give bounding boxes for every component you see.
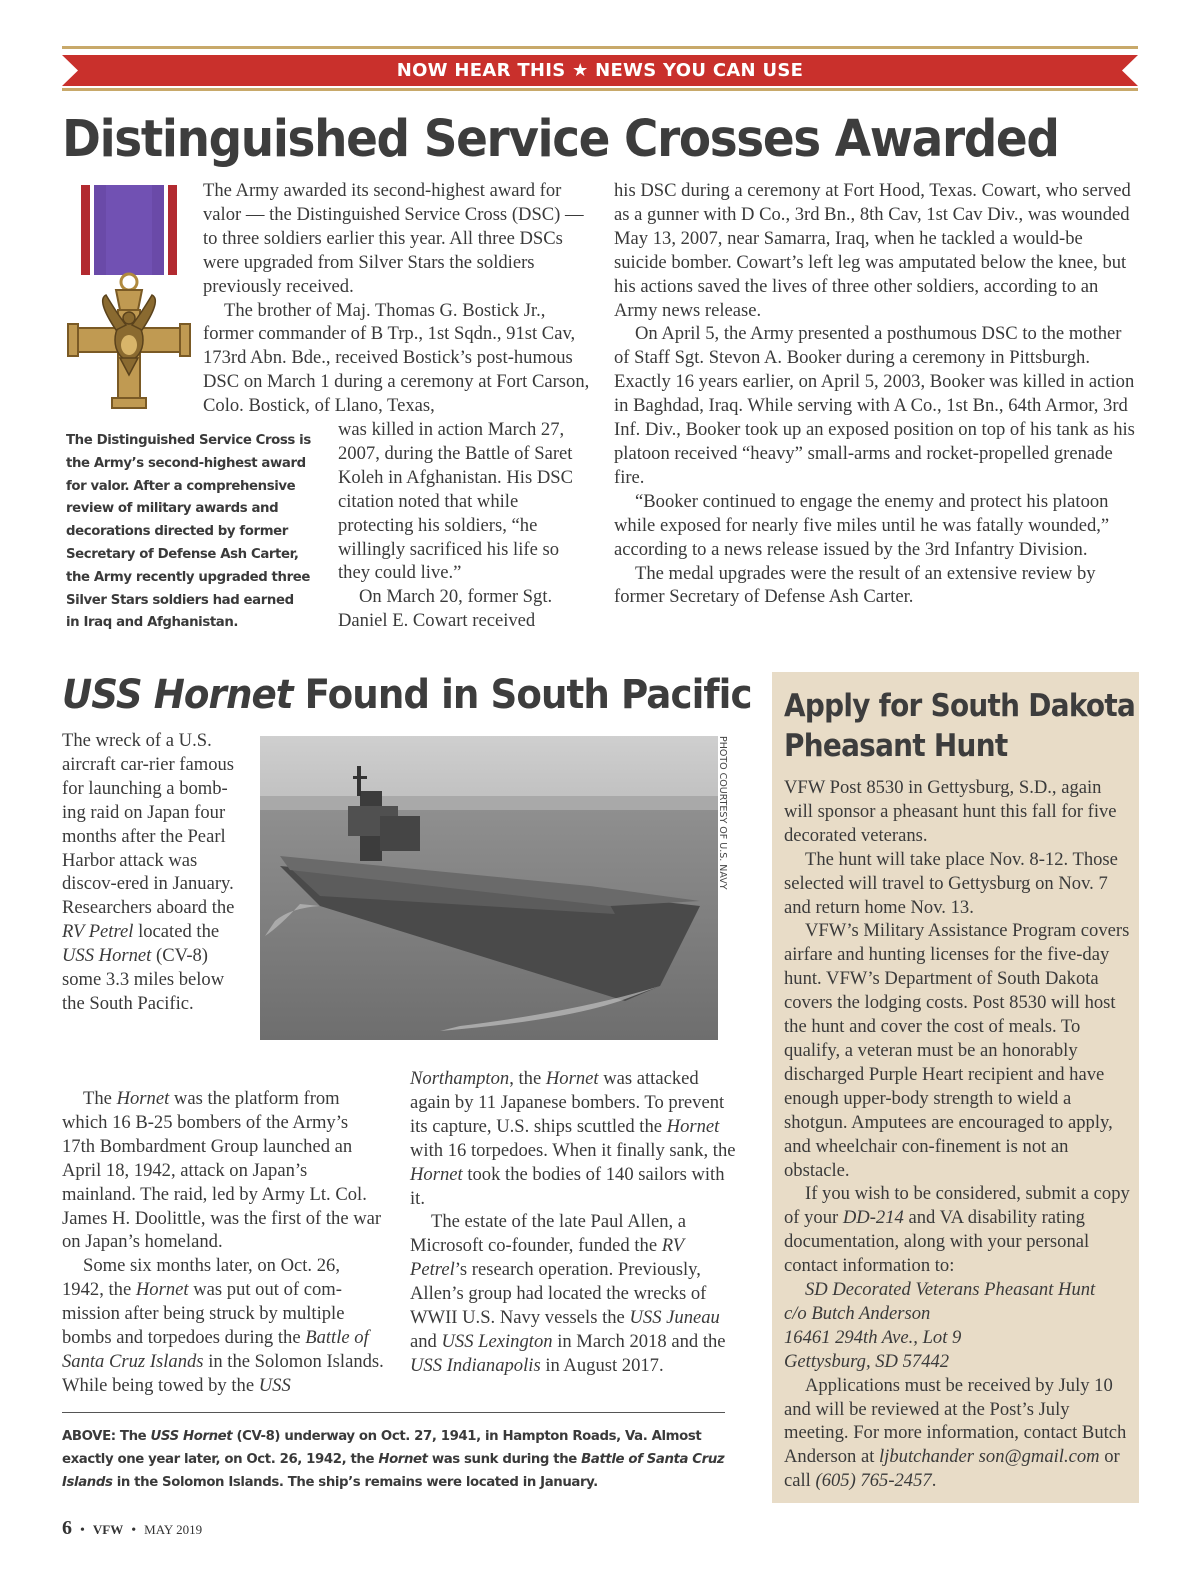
address-line-1: SD Decorated Veterans Pheasant Hunt bbox=[805, 1279, 1096, 1301]
hornet-p4-hornet-2: Hornet bbox=[666, 1115, 720, 1137]
sidebar-p4-text-a: If you wish to be considered, submit a copy of your bbox=[784, 1183, 1130, 1229]
hornet-headline-ship-name: USS Hornet bbox=[62, 672, 293, 718]
sidebar-paragraph-5 bbox=[784, 1374, 1130, 1494]
hornet-headline bbox=[62, 672, 752, 718]
sidebar-p5-text-c: . bbox=[931, 1470, 937, 1492]
hornet-p5-rv-petrel: RV Petrel bbox=[410, 1235, 684, 1281]
dsc-paragraph-6: On April 5, the Army presented a posthumous DSC to the mother of Staff Sgt. Stevon A. Booker during a ceremony in Pittsburgh. Exactly 16 years earlier, on April 5, 2003, Booker was killed in action in Baghdad, Iraq. While serving with A Co., 1st Bn., 64th Armor, 3rd Inf. Div., Booker took up an exposed position on top of his tank as his platoon received “heavy” small-arms and rocket-propelled grenade fire. bbox=[614, 323, 1135, 488]
page-number: 6 bbox=[62, 1517, 72, 1539]
hornet-p1-text-b: located the bbox=[133, 921, 220, 943]
hornet-p3-text-a: Some six months later, on Oct. 26, 1942, the bbox=[62, 1255, 340, 1301]
sidebar-paragraph-3: VFW’s Military Assistance Program covers airfare and hunting licenses for the five-day hunt. VFW’s Department of South Dakota covers the lodging costs. Post 8530 will host the hunt and cover the cost of meals. To qualify, a veteran must be an honorably discharged Purple Heart recipient and have enough upper-body strength to wield a shotgun. Amputees are encouraged to apply, and wheelchair con-finement is not an obstacle. bbox=[784, 920, 1130, 1181]
hornet-paragraph-5 bbox=[410, 1210, 738, 1377]
dsc-paragraph-5: his DSC during a ceremony at Fort Hood, Texas. Cowart, who served as a gunner with D Co., 3rd Bn., 8th Cav, 1st Cav Div., was wounded May 13, 2007, near Samarra, Iraq, when he tackled a would-be suicide bomber. Cowart’s left leg was amputated below the knee, but his actions saved the lives of three other soldiers, according to an Army news release. bbox=[614, 180, 1131, 321]
issue-date: MAY 2019 bbox=[144, 1522, 203, 1537]
dsc-paragraph-4: On March 20, former Sgt. Daniel E. Cowart received bbox=[338, 586, 553, 632]
dsc-column-1-bottom bbox=[338, 418, 590, 633]
caption-text-c: was sunk during the bbox=[427, 1451, 582, 1467]
address-line-3: 16461 294th Ave., Lot 9 bbox=[784, 1326, 962, 1348]
caption-divider bbox=[62, 1412, 725, 1413]
hornet-column-1-top bbox=[62, 729, 240, 1016]
hornet-p1-rv-petrel: RV Petrel bbox=[62, 921, 134, 943]
hornet-p4-text-a: , the bbox=[509, 1068, 546, 1089]
sidebar-p5-text-a: Applications must be received by July 10 and will be reviewed at the Post’s July meeting. For more information, contact Butch Anderson at bbox=[784, 1374, 1127, 1468]
hornet-p4-hornet-1: Hornet bbox=[545, 1068, 599, 1089]
hornet-p5-indianapolis: USS Indianapolis bbox=[410, 1354, 541, 1376]
pheasant-hunt-sidebar bbox=[772, 672, 1139, 1503]
hornet-p5-text-e: in August 2017. bbox=[540, 1354, 664, 1376]
dsc-paragraph-7: “Booker continued to engage the enemy and protect his platoon while exposed for nearly five miles until he was fatally wounded,” according to a news release issued by the 3rd Infantry Division. bbox=[614, 490, 1110, 560]
hornet-p4-northampton: Northampton bbox=[410, 1068, 510, 1089]
sidebar-p4-text-b: and VA disability rating documentation, along with your personal contact information to: bbox=[784, 1207, 1090, 1277]
dsc-paragraph-8: The medal upgrades were the result of an extensive review by former Secretary of Defense Ash Carter. bbox=[614, 562, 1096, 608]
address-line-2: c/o Butch Anderson bbox=[784, 1302, 931, 1324]
footer-bullet-2: • bbox=[131, 1523, 137, 1538]
hornet-paragraph-2 bbox=[62, 1087, 384, 1254]
caption-battle: Battle of Santa Cruz Islands bbox=[62, 1451, 725, 1490]
sidebar-p4-dd214: DD-214 bbox=[842, 1207, 904, 1229]
hornet-p2-hornet: Hornet bbox=[116, 1088, 170, 1109]
hornet-p5-text-c: and bbox=[410, 1330, 442, 1352]
caption-text-a: ABOVE: The bbox=[62, 1429, 151, 1444]
sidebar-title bbox=[784, 686, 1135, 766]
hornet-p2-text-b: was the platform from which 16 B-25 bombers of the Army’s 17th Bombardment Group launched an April 18, 1942, attack on Japan’s mainland. The raid, led by Army Lt. Col. James H. Doolittle, was the first of the war on Japan’s homeland. bbox=[62, 1088, 382, 1253]
distinguished-service-cross-medal-image bbox=[66, 180, 192, 415]
hornet-p3-text-c: in the Solomon Islands. While being towed by the bbox=[62, 1350, 384, 1396]
hornet-headline-rest: Found in South Pacific bbox=[292, 672, 752, 718]
hornet-p4-text-b: was attacked again by 11 Japanese bombers. To prevent its capture, U.S. ships scuttled the bbox=[410, 1068, 725, 1137]
sidebar-paragraph-2: The hunt will take place Nov. 8-12. Those selected will travel to Gettysburg on Nov. 7 and return home Nov. 13. bbox=[784, 848, 1118, 918]
hornet-p2-text-a: The bbox=[83, 1088, 117, 1109]
sidebar-paragraph-1: VFW Post 8530 in Gettysburg, S.D., again will sponsor a pheasant hunt this fall for five decorated veterans. bbox=[784, 777, 1117, 846]
footer-bullet-1: • bbox=[80, 1523, 85, 1538]
hornet-p4-text-d: took the bodies of 140 sailors with it. bbox=[410, 1163, 725, 1209]
sidebar-phone[interactable]: (605) 765-2457 bbox=[815, 1470, 932, 1492]
dsc-paragraph-2: The brother of Maj. Thomas G. Bostick Jr., former commander of B Trp., 1st Sqdn., 91st Cav, 173rd Abn. Bde., received Bostick’s post-humous DSC on March 1 during a ceremony at Fort Carson, Colo. Bostick, of Llano, Texas, bbox=[203, 299, 590, 417]
photo-credit bbox=[718, 736, 738, 916]
hornet-p4-hornet-3: Hornet bbox=[410, 1163, 463, 1185]
address-line-4: Gettysburg, SD 57442 bbox=[784, 1350, 950, 1372]
banner-text: NOW HEAR THIS ★ NEWS YOU CAN USE bbox=[396, 60, 804, 81]
section-banner bbox=[62, 55, 1138, 86]
photo-credit-text: PHOTO COURTESY OF U.S. NAVY bbox=[717, 736, 728, 890]
page-footer bbox=[62, 1517, 202, 1540]
hornet-p3-battle: Battle of Santa Cruz Islands bbox=[62, 1327, 369, 1372]
magazine-name: VFW bbox=[92, 1522, 124, 1537]
hornet-p5-text-a: The estate of the late Paul Allen, a Microsoft co-founder, funded the bbox=[410, 1211, 687, 1257]
sidebar-paragraph-4 bbox=[784, 1182, 1130, 1278]
uss-hornet-photo bbox=[260, 736, 718, 1040]
hornet-paragraph-4 bbox=[410, 1067, 738, 1210]
hornet-p1-text-a: The wreck of a U.S. aircraft car-rier famous for launching a bomb-ing raid on Japan four months after the Pearl Harbor attack was discov-ered in January. Researchers aboard the bbox=[62, 730, 235, 919]
caption-text-b: (CV-8) underway on Oct. 27, 1941, in Hampton Roads, Va. Almost exactly one year later, on Oct. 26, 1942, the bbox=[62, 1429, 702, 1467]
dsc-column-2 bbox=[614, 179, 1138, 609]
hornet-column-1-bottom bbox=[62, 1087, 384, 1398]
hornet-p1-uss-hornet: USS Hornet bbox=[62, 945, 152, 967]
caption-uss-hornet: USS Hornet bbox=[150, 1429, 233, 1444]
banner-top-rule bbox=[62, 46, 1138, 49]
hornet-p1-text-c: (CV-8) some 3.3 miles below the South Pacific. bbox=[62, 945, 225, 1014]
hornet-paragraph-3 bbox=[62, 1254, 384, 1397]
dsc-headline: Distinguished Service Crosses Awarded bbox=[62, 110, 1059, 169]
hornet-column-2 bbox=[410, 1067, 738, 1378]
sidebar-email-link[interactable]: ljbutchander son@gmail.com bbox=[879, 1446, 1100, 1468]
hornet-p5-lexington: USS Lexington bbox=[441, 1330, 553, 1352]
sidebar-address bbox=[784, 1278, 1130, 1374]
dsc-paragraph-1: The Army awarded its second-highest award for valor — the Distinguished Service Cross (DSC) — to three soldiers earlier this year. All three DSCs were upgraded from Silver Stars the soldiers previously received. bbox=[203, 180, 584, 297]
sidebar-p5-text-b: or call bbox=[784, 1446, 1120, 1492]
hornet-photo-caption bbox=[62, 1426, 732, 1494]
sidebar-body bbox=[784, 776, 1130, 1493]
hornet-p5-text-d: in March 2018 and the bbox=[552, 1330, 726, 1352]
banner-bottom-rule bbox=[62, 88, 1138, 91]
medal-caption: The Distinguished Service Cross is the Army’s second-highest award for valor. After a comprehensive review of military awards and decorations directed by former Secretary of Defense Ash Carter, the Army recently upgraded three Silver Stars soldiers had earned in Iraq and Afghanistan. bbox=[66, 433, 311, 631]
sidebar-title-line-2: Pheasant Hunt bbox=[784, 728, 1008, 764]
dsc-paragraph-3: was killed in action March 27, 2007, during the Battle of Saret Koleh in Afghanistan. His DSC citation noted that while protecting his soldiers, “he willingly sacrificed his life so they could live.” bbox=[338, 419, 573, 584]
dsc-column-1-top bbox=[203, 179, 590, 418]
hornet-p3-text-b: was put out of com-mission after being struck by multiple bombs and torpedoes during the bbox=[62, 1279, 345, 1349]
hornet-paragraph-1 bbox=[62, 729, 240, 1016]
hornet-p5-juneau: USS Juneau bbox=[629, 1307, 720, 1329]
caption-hornet: Hornet bbox=[378, 1451, 428, 1467]
hornet-p3-hornet: Hornet bbox=[135, 1279, 189, 1301]
sidebar-title-line-1: Apply for South Dakota bbox=[784, 688, 1136, 724]
hornet-p4-text-c: with 16 torpedoes. When it finally sank, the bbox=[410, 1139, 736, 1161]
hornet-p5-text-b: ’s research operation. Previously, Allen’s group had located the wrecks of WWII U.S. Navy vessels the bbox=[410, 1259, 707, 1329]
hornet-p3-uss: USS bbox=[258, 1374, 291, 1396]
caption-text-d: in the Solomon Islands. The ship’s remains were located in January. bbox=[112, 1474, 598, 1490]
